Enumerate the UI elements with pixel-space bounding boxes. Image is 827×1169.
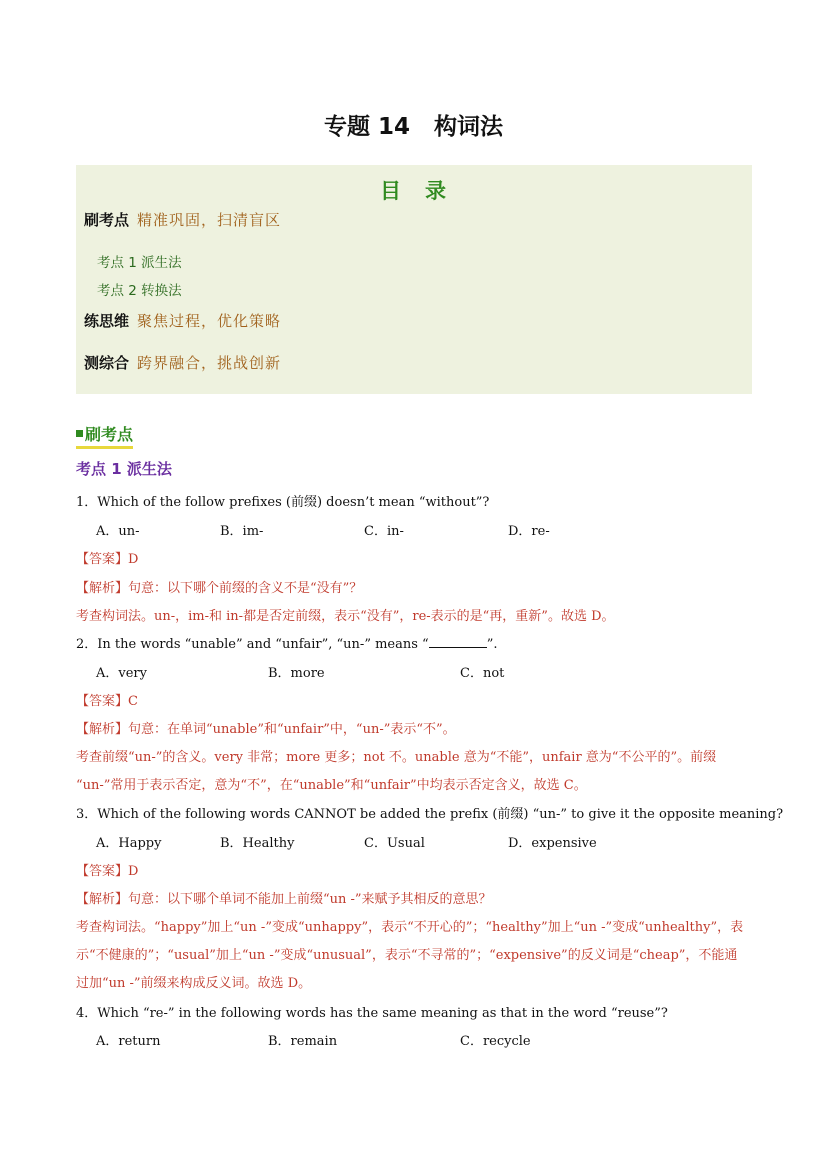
q1-analysis-2: 考查构词法。un-，im-和 in-都是否定前缀，表示“没有”，re-表示的是“再，重新”。故选 D。 [76, 609, 615, 624]
toc-heading [76, 175, 752, 205]
toc-desc: 精准巩固，扫清盲区 [137, 211, 282, 229]
q2-analysis-1: 【解析】句意：在单词“unable”和“unfair”中，“un-”表示“不”。 [76, 722, 456, 737]
question-4-stem: 4．Which “re-” in the following words has the same meaning as that in the word “reuse”? [76, 1006, 668, 1021]
toc-desc: 聚焦过程，优化策略 [137, 312, 282, 330]
toc-item-comprehensive[interactable] [84, 352, 281, 373]
q1-option-d: D．re- [508, 524, 550, 539]
question-3-stem: 3．Which of the following words CANNOT be added the prefix (前缀) “un-” to give it the opposite meaning? [76, 807, 784, 822]
q2-option-a: A．very [96, 666, 147, 681]
q3-option-a: A．Happy [96, 836, 162, 851]
fill-blank [429, 636, 487, 648]
toc-item-thinking[interactable] [84, 310, 281, 331]
question-1-stem: 1．Which of the follow prefixes (前缀) doesn’t mean “without”? [76, 495, 490, 510]
q3-answer: 【答案】D [76, 864, 139, 879]
toc-key: 测综合 [84, 354, 130, 372]
q3-option-c: C．Usual [364, 836, 425, 851]
q4-option-c: C．recycle [460, 1034, 531, 1049]
q3-option-b: B．Healthy [220, 836, 295, 851]
q2-option-b: B．more [268, 666, 325, 681]
toc-item-practice[interactable] [84, 209, 281, 230]
q3-analysis-2: 考查构词法。“happy”加上“un -”变成“unhappy”，表示“不开心的”；“healthy”加上“un -”变成“unhealthy”，表 [76, 920, 744, 935]
toc-heading-a: 目 [380, 179, 403, 203]
q2-stem-b: ”. [486, 637, 498, 652]
q2-option-c: C．not [460, 666, 505, 681]
q4-option-b: B．remain [268, 1034, 338, 1049]
question-2-stem [76, 633, 497, 652]
toc-sub-item-2[interactable]: 考点 2 转换法 [97, 283, 182, 299]
toc-sub-item-1[interactable]: 考点 1 派生法 [97, 255, 182, 271]
toc-key: 练思维 [84, 312, 130, 330]
section-label: 刷考点 [85, 425, 134, 444]
q3-analysis-3: 示“不健康的”；“usual”加上“un -”变成“unusual”，表示“不寻常的”；“expensive”的反义词是“cheap”，不能通 [76, 948, 738, 963]
q3-analysis-1: 【解析】句意：以下哪个单词不能加上前缀“un -”来赋予其相反的意思？ [76, 892, 492, 907]
q1-option-b: B．im- [220, 524, 264, 539]
q2-analysis-2: 考查前缀“un-”的含义。very 非常；more 更多；not 不。unable 意为“不能”，unfair 意为“不公平的”。前缀 [76, 750, 717, 765]
q2-answer: 【答案】C [76, 694, 138, 709]
q3-option-d: D．expensive [508, 836, 597, 851]
section-heading [76, 422, 133, 449]
toc-key: 刷考点 [84, 211, 130, 229]
q2-analysis-3: “un-”常用于表示否定，意为“不”，在“unable”和“unfair”中均表示否定含义，故选 C。 [76, 778, 587, 793]
q2-stem-a: 2．In the words “unable” and “unfair”, “un-” means “ [76, 637, 429, 652]
title-sub: 构词法 [434, 114, 503, 140]
title-main: 专题 14 [323, 114, 410, 140]
q4-option-a: A．return [96, 1034, 161, 1049]
toc-heading-b: 录 [425, 179, 448, 203]
q1-option-c: C．in- [364, 524, 404, 539]
subsection-heading: 考点 1 派生法 [76, 460, 172, 478]
square-bullet-icon [76, 430, 83, 437]
toc-desc: 跨界融合，挑战创新 [137, 354, 282, 372]
q3-analysis-4: 过加“un -”前缀来构成反义词。故选 D。 [76, 976, 312, 991]
page-title [0, 108, 827, 141]
q1-answer: 【答案】D [76, 552, 139, 567]
q1-option-a: A．un- [96, 524, 140, 539]
table-of-contents [76, 165, 752, 394]
q1-analysis-1: 【解析】句意：以下哪个前缀的含义不是“没有”？ [76, 581, 363, 596]
